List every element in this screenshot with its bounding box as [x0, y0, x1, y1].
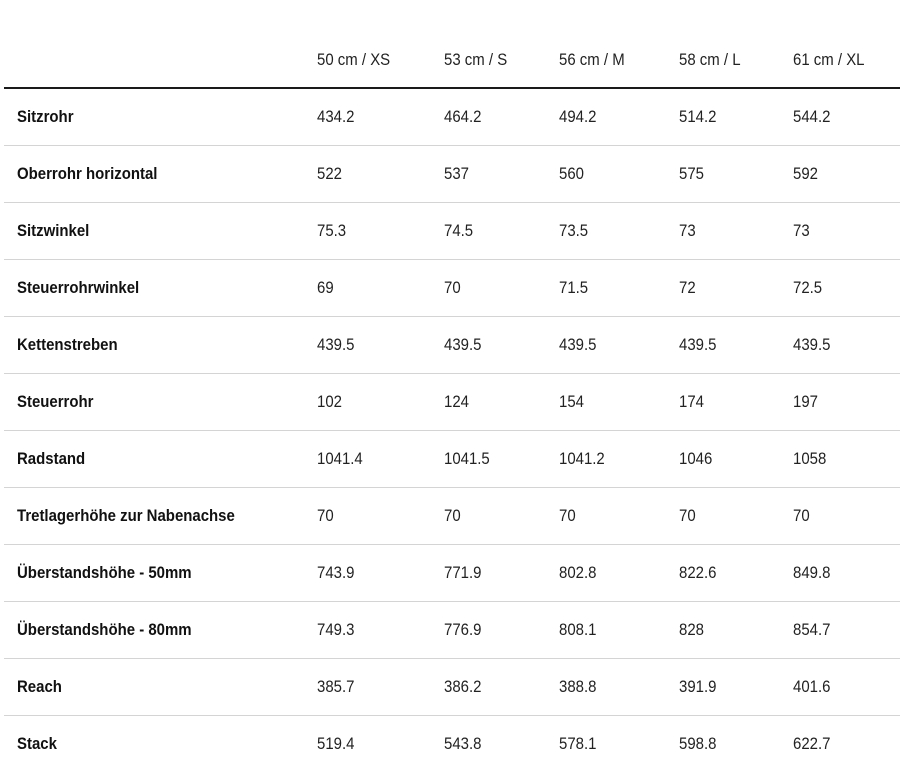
table-cell: [793, 146, 900, 203]
table-cell-value: 439.5: [793, 335, 831, 354]
row-label-text: Kettenstreben: [17, 335, 118, 354]
table-cell: [559, 545, 679, 602]
row-label: [4, 317, 317, 374]
row-label: [4, 602, 317, 659]
table-cell: [444, 716, 559, 773]
table-cell-value: 439.5: [317, 335, 355, 354]
table-cell-value: 70: [679, 506, 696, 525]
table-cell-value: 386.2: [444, 677, 482, 696]
table-cell-value: 154: [559, 392, 584, 411]
table-cell: [317, 260, 444, 317]
table-cell: [793, 203, 900, 260]
row-label-text: Tretlagerhöhe zur Nabenachse: [17, 506, 235, 525]
table-cell-value: 388.8: [559, 677, 597, 696]
table-cell-value: 1041.5: [444, 449, 490, 468]
table-cell-value: 494.2: [559, 107, 597, 126]
row-label-text: Überstandshöhe - 80mm: [17, 620, 192, 639]
table-cell: [679, 716, 793, 773]
row-label: [4, 431, 317, 488]
table-cell: [679, 374, 793, 431]
row-label-text: Radstand: [17, 449, 86, 468]
table-cell-value: 749.3: [317, 620, 355, 639]
table-cell: [793, 659, 900, 716]
table-cell: [679, 431, 793, 488]
table-row: [4, 659, 900, 716]
table-cell: [444, 374, 559, 431]
table-cell-value: 575: [679, 164, 704, 183]
table-row: [4, 88, 900, 146]
table-cell-value: 72.5: [793, 278, 823, 297]
table-cell-value: 808.1: [559, 620, 597, 639]
table-cell: [793, 317, 900, 374]
header-cell-size: 58 cm / L: [679, 32, 779, 88]
table-cell-value: 69: [317, 278, 334, 297]
table-cell: [444, 88, 559, 146]
table-cell: [317, 659, 444, 716]
table-cell-value: 197: [793, 392, 818, 411]
table-cell-value: 401.6: [793, 677, 831, 696]
row-label: [4, 88, 317, 146]
table-cell-value: 385.7: [317, 677, 355, 696]
table-cell: [793, 260, 900, 317]
table-cell-value: 537: [444, 164, 469, 183]
table-cell: [444, 260, 559, 317]
row-label-text: Steuerrohrwinkel: [17, 278, 140, 297]
row-label: [4, 716, 317, 773]
table-cell: [679, 88, 793, 146]
table-row: [4, 374, 900, 431]
table-row: [4, 146, 900, 203]
table-cell-value: 519.4: [317, 734, 355, 753]
table-cell: [559, 716, 679, 773]
table-row: [4, 545, 900, 602]
row-label: [4, 203, 317, 260]
header-cell-size: 53 cm / S: [444, 32, 545, 88]
table-cell: [444, 203, 559, 260]
table-cell: [679, 545, 793, 602]
table-cell: [444, 488, 559, 545]
table-cell-value: 1041.4: [317, 449, 363, 468]
table-cell: [559, 431, 679, 488]
row-label: [4, 146, 317, 203]
table-cell-value: 70: [559, 506, 576, 525]
table-cell: [559, 317, 679, 374]
table-cell: [793, 88, 900, 146]
table-cell-value: 514.2: [679, 107, 717, 126]
table-cell: [317, 146, 444, 203]
row-label: [4, 659, 317, 716]
table-cell-value: 75.3: [317, 221, 347, 240]
table-cell-value: 434.2: [317, 107, 355, 126]
row-label-text: Reach: [17, 677, 62, 696]
table-cell-value: 776.9: [444, 620, 482, 639]
table-cell: [317, 88, 444, 146]
table-cell-value: 124: [444, 392, 469, 411]
table-cell-value: 522: [317, 164, 342, 183]
table-cell: [559, 659, 679, 716]
table-cell-value: 73.5: [559, 221, 589, 240]
table-cell-value: 72: [679, 278, 696, 297]
table-cell-value: 802.8: [559, 563, 597, 582]
header-cell-size: 56 cm / M: [559, 32, 665, 88]
table-cell: [679, 146, 793, 203]
row-label: [4, 488, 317, 545]
row-label: [4, 545, 317, 602]
table-cell-value: 592: [793, 164, 818, 183]
header-cell-size: 50 cm / XS: [317, 32, 429, 88]
row-label: [4, 260, 317, 317]
row-label-text: Stack: [17, 734, 57, 753]
table-row: [4, 488, 900, 545]
table-header: [4, 32, 900, 88]
table-cell-value: 849.8: [793, 563, 831, 582]
table-cell-value: 73: [679, 221, 696, 240]
row-label-text: Sitzwinkel: [17, 221, 90, 240]
table-cell: [793, 545, 900, 602]
table-cell: [793, 374, 900, 431]
table-cell-value: 439.5: [679, 335, 717, 354]
table-cell-value: 464.2: [444, 107, 482, 126]
table-cell: [679, 317, 793, 374]
table-cell-value: 544.2: [793, 107, 831, 126]
row-label-text: Überstandshöhe - 50mm: [17, 563, 192, 582]
geometry-table: [4, 32, 900, 772]
table-cell-value: 598.8: [679, 734, 717, 753]
table-cell-value: 854.7: [793, 620, 831, 639]
table-cell: [559, 203, 679, 260]
table-cell: [444, 431, 559, 488]
table-cell-value: 439.5: [559, 335, 597, 354]
table-cell: [317, 317, 444, 374]
table-cell-value: 73: [793, 221, 810, 240]
header-row: [4, 32, 900, 88]
table-cell: [793, 602, 900, 659]
table-cell-value: 578.1: [559, 734, 597, 753]
table-row: [4, 716, 900, 773]
table-cell: [559, 88, 679, 146]
table-cell: [317, 203, 444, 260]
table-cell: [679, 602, 793, 659]
table-cell-value: 71.5: [559, 278, 589, 297]
table-row: [4, 602, 900, 659]
table-cell: [317, 602, 444, 659]
table-cell: [317, 716, 444, 773]
table-cell: [679, 203, 793, 260]
table-cell: [679, 659, 793, 716]
table-row: [4, 431, 900, 488]
table-cell-value: 391.9: [679, 677, 717, 696]
table-cell: [444, 146, 559, 203]
row-label-text: Steuerrohr: [17, 392, 94, 411]
table-cell-value: 70: [444, 506, 461, 525]
table-row: [4, 260, 900, 317]
table-cell: [317, 374, 444, 431]
table-cell: [679, 488, 793, 545]
header-cell-empty: [4, 32, 279, 88]
table-cell: [559, 374, 679, 431]
table-cell-value: 743.9: [317, 563, 355, 582]
table-cell: [317, 431, 444, 488]
table-cell-value: 828: [679, 620, 704, 639]
table-cell: [559, 260, 679, 317]
table-cell: [793, 488, 900, 545]
table-cell-value: 174: [679, 392, 704, 411]
table-cell-value: 439.5: [444, 335, 482, 354]
table-cell: [444, 317, 559, 374]
table-cell-value: 1041.2: [559, 449, 605, 468]
table-cell-value: 70: [444, 278, 461, 297]
table-cell: [679, 260, 793, 317]
row-label: [4, 374, 317, 431]
table-cell-value: 560: [559, 164, 584, 183]
row-label-text: Oberrohr horizontal: [17, 164, 158, 183]
row-label-text: Sitzrohr: [17, 107, 74, 126]
table-row: [4, 203, 900, 260]
table-cell-value: 70: [793, 506, 810, 525]
table-cell: [793, 431, 900, 488]
table-cell-value: 1058: [793, 449, 827, 468]
table-cell: [317, 545, 444, 602]
table-cell-value: 74.5: [444, 221, 474, 240]
table-cell-value: 543.8: [444, 734, 482, 753]
table-cell: [444, 545, 559, 602]
table-cell: [317, 488, 444, 545]
table-row: [4, 317, 900, 374]
table-cell: [559, 602, 679, 659]
table-cell-value: 622.7: [793, 734, 831, 753]
table-cell-value: 1046: [679, 449, 713, 468]
table-cell-value: 822.6: [679, 563, 717, 582]
table-cell: [444, 602, 559, 659]
table-cell-value: 102: [317, 392, 342, 411]
table-cell: [559, 488, 679, 545]
table-cell: [793, 716, 900, 773]
table-cell-value: 771.9: [444, 563, 482, 582]
table-cell: [559, 146, 679, 203]
header-cell-size: 61 cm / XL: [793, 32, 887, 88]
table-body: [4, 88, 900, 772]
table-cell-value: 70: [317, 506, 334, 525]
table-cell: [444, 659, 559, 716]
